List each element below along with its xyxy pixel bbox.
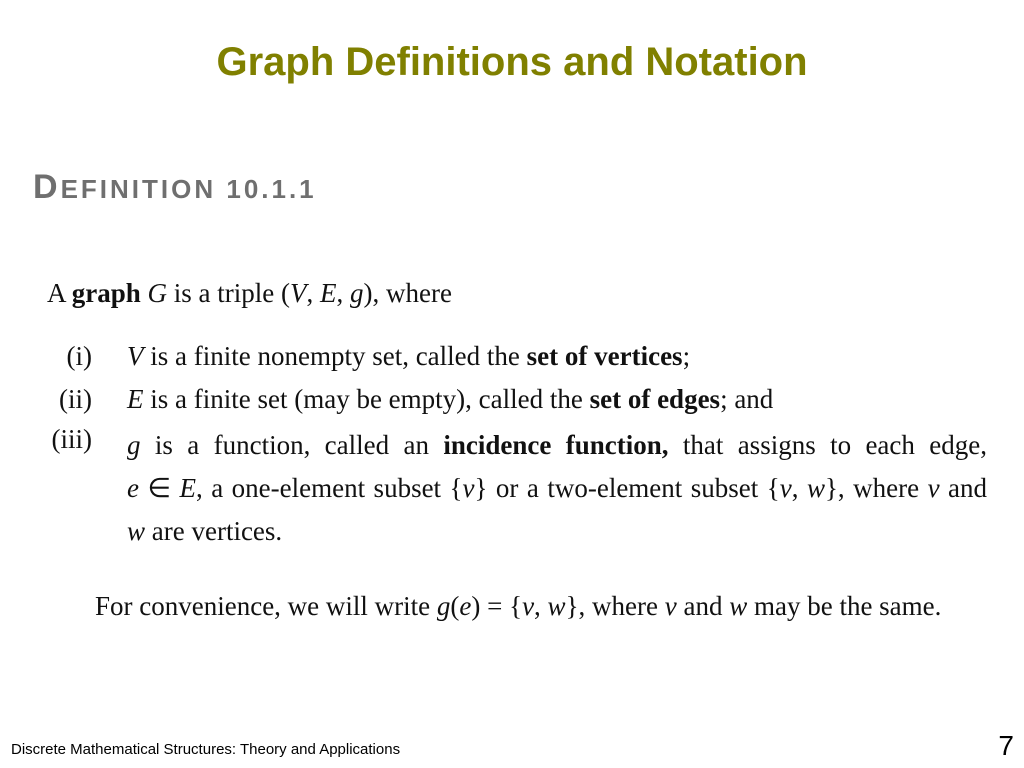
note-text: and xyxy=(676,591,730,621)
intro-text: , xyxy=(306,278,321,308)
note-symbol-w: w xyxy=(729,591,748,621)
convenience-note xyxy=(95,591,941,622)
item-symbol-e: e xyxy=(127,473,139,503)
note-text: ( xyxy=(450,591,460,621)
note-symbol-g: g xyxy=(436,591,451,621)
definition-number: 10.1.1 xyxy=(226,174,317,204)
intro-text: ), where xyxy=(363,278,452,308)
note-text: , xyxy=(534,591,548,621)
page-number: 7 xyxy=(998,730,1014,761)
item-text-part: } or a two-element subset { xyxy=(474,473,780,503)
definition-heading xyxy=(33,168,317,207)
intro-text: A xyxy=(47,278,72,308)
note-symbol-e: e xyxy=(459,591,472,621)
item-number: (iii) xyxy=(51,424,92,454)
item-text xyxy=(127,341,690,372)
item-symbol-E: E xyxy=(127,384,144,414)
note-text: ) = { xyxy=(471,591,523,621)
item-text xyxy=(127,384,773,415)
item-term-set-of-vertices: set of vertices xyxy=(526,341,683,371)
item-text-part: is a finite set (may be empty), called the xyxy=(143,384,590,414)
item-symbol-w: w xyxy=(806,473,825,503)
item-line-1 xyxy=(127,424,987,467)
item-symbol-v: v xyxy=(462,473,475,503)
slide-title: Graph Definitions and Notation xyxy=(216,40,808,84)
note-symbol-w: w xyxy=(547,591,566,621)
note-symbol-v: v xyxy=(664,591,677,621)
intro-symbol-g: g xyxy=(350,278,364,308)
item-text-part: , xyxy=(791,473,807,503)
item-term-incidence-function: incidence function, xyxy=(443,430,669,460)
item-symbol-g: g xyxy=(127,430,141,460)
intro-text xyxy=(141,278,148,308)
item-text-part: ∈ xyxy=(138,473,180,503)
note-text: For convenience, we will write xyxy=(95,591,437,621)
item-text-part: and xyxy=(939,473,988,503)
definition-heading-initial: D xyxy=(33,168,61,206)
item-text-part: , a one-element subset { xyxy=(195,473,463,503)
intro-text: , xyxy=(336,278,351,308)
item-line-2 xyxy=(127,467,987,510)
note-text: may be the same. xyxy=(747,591,942,621)
item-text xyxy=(127,424,987,553)
intro-symbol-G: G xyxy=(147,278,168,308)
item-symbol-V: V xyxy=(127,341,144,371)
item-text-part: is a function, called an xyxy=(140,430,444,460)
item-term-set-of-edges: set of edges xyxy=(589,384,721,414)
item-symbol-w: w xyxy=(127,516,146,546)
item-text-part: ; xyxy=(682,341,691,371)
note-text: }, where xyxy=(565,591,665,621)
intro-symbol-V: V xyxy=(290,278,307,308)
item-text-part: is a finite nonempty set, called the xyxy=(143,341,527,371)
item-text-part: are vertices. xyxy=(145,516,283,546)
intro-term-graph: graph xyxy=(71,278,141,308)
intro-text: is a triple ( xyxy=(167,278,291,308)
item-symbol-v: v xyxy=(779,473,792,503)
note-symbol-v: v xyxy=(522,591,535,621)
definition-heading-word: EFINITION xyxy=(60,174,217,204)
item-number: (ii) xyxy=(59,384,92,414)
intro-symbol-E: E xyxy=(320,278,337,308)
item-symbol-v: v xyxy=(927,473,940,503)
item-text-part: ; and xyxy=(720,384,774,414)
item-text-part: }, where xyxy=(824,473,928,503)
item-number: (i) xyxy=(66,341,92,371)
item-symbol-E: E xyxy=(179,473,196,503)
item-line-3 xyxy=(127,510,987,553)
item-text-part: that assigns to each edge, xyxy=(668,430,987,460)
slide-footer: Discrete Mathematical Structures: Theory and Applications xyxy=(11,741,401,758)
definition-intro xyxy=(47,278,452,309)
